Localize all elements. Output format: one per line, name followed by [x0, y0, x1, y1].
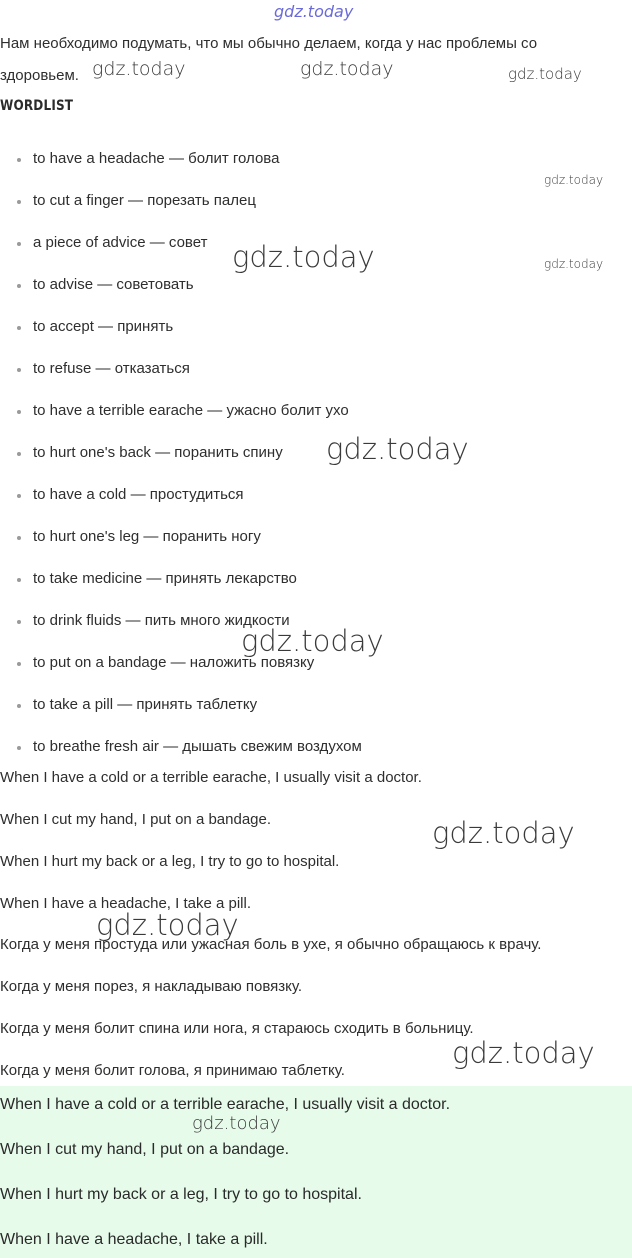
intro-line-1: Нам необходимо подумать, что мы обычно делаем, когда у нас проблемы со: [0, 35, 538, 52]
bullet-icon: [17, 578, 21, 582]
russian-sentence: Когда у меня простуда или ужасная боль в ухе, я обычно обращаюсь к врачу.: [0, 936, 542, 953]
list-item-text: to hurt one's back — поранить спину: [33, 444, 283, 461]
wordlist-heading: WORDLIST: [0, 98, 74, 114]
list-item-text: to breathe fresh air — дышать свежим воздухом: [33, 738, 362, 755]
answer-sentence: When I hurt my back or a leg, I try to go to hospital.: [0, 1186, 362, 1203]
list-item-text: to have a headache — болит голова: [33, 150, 280, 167]
list-item-text: to drink fluids — пить много жидкости: [33, 612, 290, 629]
answer-sentence: When I have a cold or a terrible earache, I usually visit a doctor.: [0, 1096, 451, 1113]
watermark-text: gdz.today: [96, 908, 239, 942]
russian-sentence: Когда у меня порез, я накладываю повязку.: [0, 978, 303, 995]
watermark-text: gdz.today: [241, 624, 384, 658]
list-item-text: to cut a finger — порезать палец: [33, 192, 256, 209]
russian-sentence: Когда у меня болит голова, я принимаю таблетку.: [0, 1062, 345, 1079]
watermark-text: gdz.today: [432, 816, 575, 850]
answer-sentence: When I have a headache, I take a pill.: [0, 1231, 268, 1248]
bullet-icon: [17, 410, 21, 414]
watermark-text: gdz.today: [544, 257, 604, 271]
watermark-text: gdz.today: [92, 58, 186, 80]
bullet-icon: [17, 704, 21, 708]
bullet-icon: [17, 158, 21, 162]
list-item-text: to have a cold — простудиться: [33, 486, 244, 503]
list-item-text: to take a pill — принять таблетку: [33, 696, 258, 713]
list-item-text: a piece of advice — совет: [33, 234, 208, 251]
list-item-text: to have a terrible earache — ужасно болит ухо: [33, 402, 349, 419]
russian-sentence: Когда у меня болит спина или нога, я стараюсь сходить в больницу.: [0, 1020, 474, 1037]
watermark-text: gdz.today: [452, 1036, 595, 1070]
watermark-text: gdz.today: [508, 65, 582, 83]
bullet-icon: [17, 662, 21, 666]
bullet-icon: [17, 200, 21, 204]
list-item-text: to take medicine — принять лекарство: [33, 570, 297, 587]
english-sentence: When I cut my hand, I put on a bandage.: [0, 811, 272, 828]
bullet-icon: [17, 494, 21, 498]
bullet-icon: [17, 452, 21, 456]
intro-line-2: здоровьем.: [0, 67, 79, 84]
watermark-text: gdz.today: [232, 240, 375, 274]
english-sentence: When I have a cold or a terrible earache, I usually visit a doctor.: [0, 769, 422, 786]
list-item-text: to put on a bandage — наложить повязку: [33, 654, 315, 671]
list-item-text: to accept — принять: [33, 318, 174, 335]
list-item-text: to hurt one's leg — поранить ногу: [33, 528, 261, 545]
bullet-icon: [17, 746, 21, 750]
watermark-text: gdz.today: [274, 2, 354, 21]
list-item-text: to advise — советовать: [33, 276, 194, 293]
watermark-text: gdz.today: [192, 1113, 281, 1134]
bullet-icon: [17, 620, 21, 624]
bullet-icon: [17, 326, 21, 330]
bullet-icon: [17, 242, 21, 246]
answer-box: [0, 1086, 632, 1258]
bullet-icon: [17, 368, 21, 372]
list-item-text: to refuse — отказаться: [33, 360, 190, 377]
english-sentence: When I have a headache, I take a pill.: [0, 895, 251, 912]
bullet-icon: [17, 536, 21, 540]
watermark-text: gdz.today: [326, 432, 469, 466]
english-sentence: When I hurt my back or a leg, I try to go to hospital.: [0, 853, 340, 870]
answer-sentence: When I cut my hand, I put on a bandage.: [0, 1141, 290, 1158]
watermark-text: gdz.today: [544, 173, 604, 187]
bullet-icon: [17, 284, 21, 288]
watermark-text: gdz.today: [300, 58, 394, 80]
